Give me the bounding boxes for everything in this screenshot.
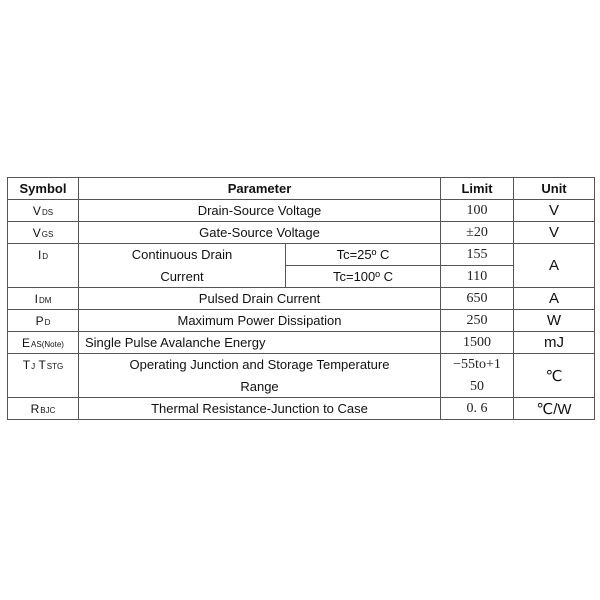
condition-tc100: Tc=100º C xyxy=(332,269,394,284)
symbol-main: V xyxy=(32,225,41,240)
limit-id-100: 110 xyxy=(466,268,488,284)
limit-pd: 250 xyxy=(466,312,488,328)
limit-rbjc: 0. 6 xyxy=(466,400,488,416)
parameter-pd: Maximum Power Dissipation xyxy=(177,313,342,328)
parameter-id-line1: Continuous Drain xyxy=(131,246,233,262)
parameter-tj-line1: Operating Junction and Storage Temperature xyxy=(129,356,390,372)
symbol-pd xyxy=(8,310,78,331)
symbol-eas xyxy=(8,332,78,353)
limit-vgs: ±20 xyxy=(466,224,488,240)
unit-id: A xyxy=(548,257,559,274)
symbol-main: I xyxy=(34,291,38,306)
symbol-subscript: D xyxy=(42,252,49,261)
header-symbol: Symbol xyxy=(19,181,67,196)
parameter-id-line2: Current xyxy=(160,268,204,284)
parameter-eas: Single Pulse Avalanche Energy xyxy=(85,335,266,350)
limit-eas: 1500 xyxy=(463,334,491,350)
symbol-main: T xyxy=(38,357,46,372)
symbol-subscript: GS xyxy=(41,230,54,239)
table-border-bottom xyxy=(7,419,594,420)
unit-vgs: V xyxy=(548,224,559,241)
limit-vds: 100 xyxy=(466,202,488,218)
parameter-rbjc: Thermal Resistance-Junction to Case xyxy=(151,401,368,416)
symbol-vgs xyxy=(8,222,78,243)
symbol-subscript: AS(Note) xyxy=(31,340,64,349)
condition-tc25: Tc=25º C xyxy=(336,247,390,262)
header-limit: Limit xyxy=(461,181,493,196)
unit-pd: W xyxy=(546,312,562,329)
symbol-main: I xyxy=(37,247,42,262)
parameter-vds: Drain-Source Voltage xyxy=(197,203,322,218)
limit-tj xyxy=(441,354,513,397)
symbol-tj-tstg xyxy=(8,354,78,375)
symbol-subscript: D xyxy=(44,318,51,327)
unit-vds: V xyxy=(548,202,559,219)
limit-idm: 650 xyxy=(466,290,488,306)
symbol-main: R xyxy=(30,401,40,416)
symbol-main: V xyxy=(32,203,41,218)
symbol-subscript: J xyxy=(31,362,36,371)
symbol-subscript: STG xyxy=(46,362,64,371)
header-unit: Unit xyxy=(541,181,567,196)
parameter-id xyxy=(79,244,285,287)
symbol-idm xyxy=(8,288,78,309)
parameter-tj-line2: Range xyxy=(240,378,279,394)
symbol-subscript: BJC xyxy=(40,406,56,415)
limit-tj-line1: −55to+1 xyxy=(453,356,501,372)
limit-id-25: 155 xyxy=(466,246,488,262)
symbol-subscript: DM xyxy=(38,296,52,305)
unit-tj: ℃ xyxy=(545,367,563,385)
unit-idm: A xyxy=(548,290,559,307)
symbol-id xyxy=(8,244,78,265)
symbol-vds xyxy=(8,200,78,221)
symbol-main: P xyxy=(35,313,44,328)
unit-eas: mJ xyxy=(544,334,564,351)
parameter-tj xyxy=(79,354,440,397)
table-border-right xyxy=(594,177,595,420)
symbol-main: E xyxy=(22,335,31,350)
unit-rbjc: ℃/W xyxy=(536,400,572,418)
parameter-idm: Pulsed Drain Current xyxy=(198,291,321,306)
symbol-rbjc xyxy=(8,398,78,419)
header-parameter: Parameter xyxy=(227,181,292,196)
limit-tj-line2: 50 xyxy=(470,378,484,394)
symbol-subscript: DS xyxy=(41,208,54,217)
parameter-vgs: Gate-Source Voltage xyxy=(199,225,320,240)
symbol-main: T xyxy=(22,357,31,372)
